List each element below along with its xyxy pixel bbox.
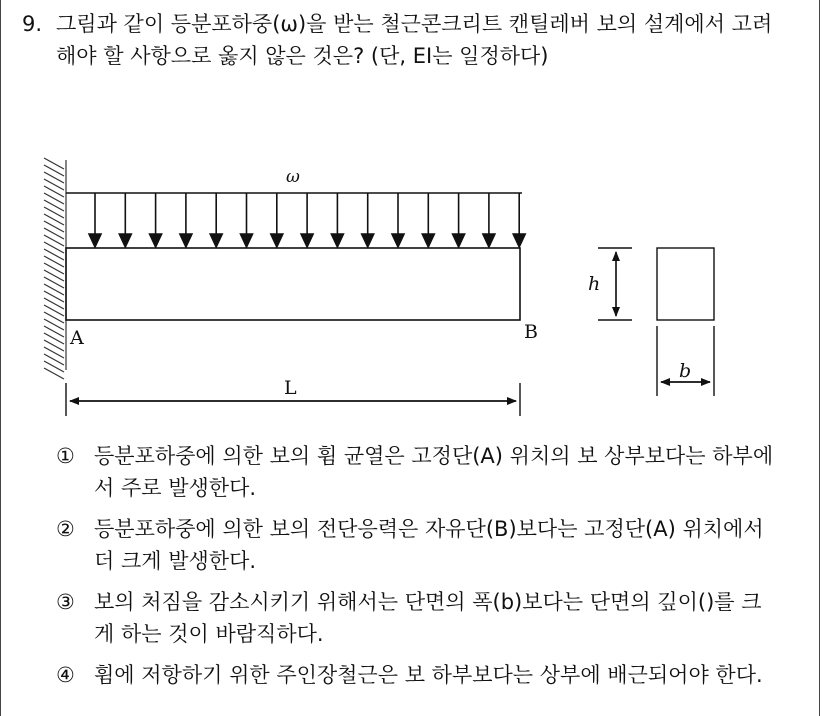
question-text: 그림과 같이 등분포하중(ω)을 받는 철근콘크리트 캔틸레버 보의 설계에서 고려해야 할 사항으로 옳지 않은 것은? (단, EI는 일정하다) [56,12,773,68]
load-arrow-head [119,234,131,247]
load-arrow-head [453,234,465,247]
wall-hatch-line [44,284,64,295]
beam-body [66,248,520,320]
cross-section [657,248,714,320]
option-text: 등분포하중에 의한 보의 전단응력은 자유단(B)보다는 고정단(A) 위치에서 더 크게 발생한다. [94,517,764,573]
wall-hatch-line [44,354,64,365]
width-label: b [679,360,692,382]
wall-hatch-line [44,186,64,197]
wall-hatch-line [44,207,64,218]
load-arrow-head [150,234,162,247]
end-label-b: B [524,321,538,343]
option-marker: ② [56,517,75,541]
wall-hatch-line [44,361,64,372]
wall-hatch-line [44,312,64,323]
load-arrow-head [331,234,343,247]
wall-hatch-line [44,249,64,260]
option-text: 휨에 저항하기 위한 주인장철근은 보 하부보다는 상부에 배근되어야 한다. [94,663,763,687]
option-text: 보의 처짐을 감소시키기 위해서는 단면의 폭(b)보다는 단면의 깊이()를 크게 하는 것이 바람직하다. [94,590,762,646]
wall-hatch-line [44,235,64,246]
option-marker: ④ [56,663,75,687]
answer-options [56,440,776,700]
wall-hatch-line [44,326,64,337]
distributed-load [66,193,525,247]
wall-hatch-line [44,291,64,302]
load-arrow-head [483,234,495,247]
fixed-support-wall [44,158,66,379]
wall-hatch-line [44,165,64,176]
wall-hatch-line [44,200,64,211]
load-arrow-head [422,234,434,247]
option-1[interactable] [56,440,776,504]
question-number: 9. [22,12,43,36]
load-arrow-head [362,234,374,247]
wall-hatch-line [44,319,64,330]
option-4[interactable] [56,659,776,691]
load-arrow-head [271,234,283,247]
load-arrow-head [241,234,253,247]
wall-hatch-line [44,305,64,316]
wall-hatch-line [44,340,64,351]
load-arrow-head [513,234,525,247]
option-text: 등분포하중에 의한 보의 휨 균열은 고정단(A) 위치의 보 상부보다는 하부에서 주로 발생한다. [94,444,774,500]
option-3[interactable] [56,586,776,650]
wall-hatch-line [44,270,64,281]
wall-hatch-line [44,298,64,309]
wall-hatch-line [44,214,64,225]
height-label: h [588,273,601,295]
wall-hatch-line [44,277,64,288]
length-label: L [284,377,297,399]
wall-hatch-line [44,333,64,344]
load-arrow-head [180,234,192,247]
wall-hatch-line [44,242,64,253]
wall-hatch-line [44,179,64,190]
height-dimension [598,248,632,320]
wall-hatch-line [44,193,64,204]
wall-hatch-line [44,368,64,379]
option-marker: ③ [56,590,75,614]
load-arrow-head [89,234,101,247]
wall-hatch-line [44,158,64,169]
wall-hatch-line [44,228,64,239]
wall-hatch-line [44,221,64,232]
support-label-a: A [70,327,84,349]
load-arrow-head [301,234,313,247]
option-marker: ① [56,444,75,468]
wall-hatch-line [44,263,64,274]
wall-hatch-line [44,172,64,183]
load-label: ω [286,167,300,187]
wall-hatch-line [44,256,64,267]
load-arrow-head [392,234,404,247]
option-2[interactable] [56,513,776,577]
wall-hatch-line [44,347,64,358]
load-arrow-head [210,234,222,247]
